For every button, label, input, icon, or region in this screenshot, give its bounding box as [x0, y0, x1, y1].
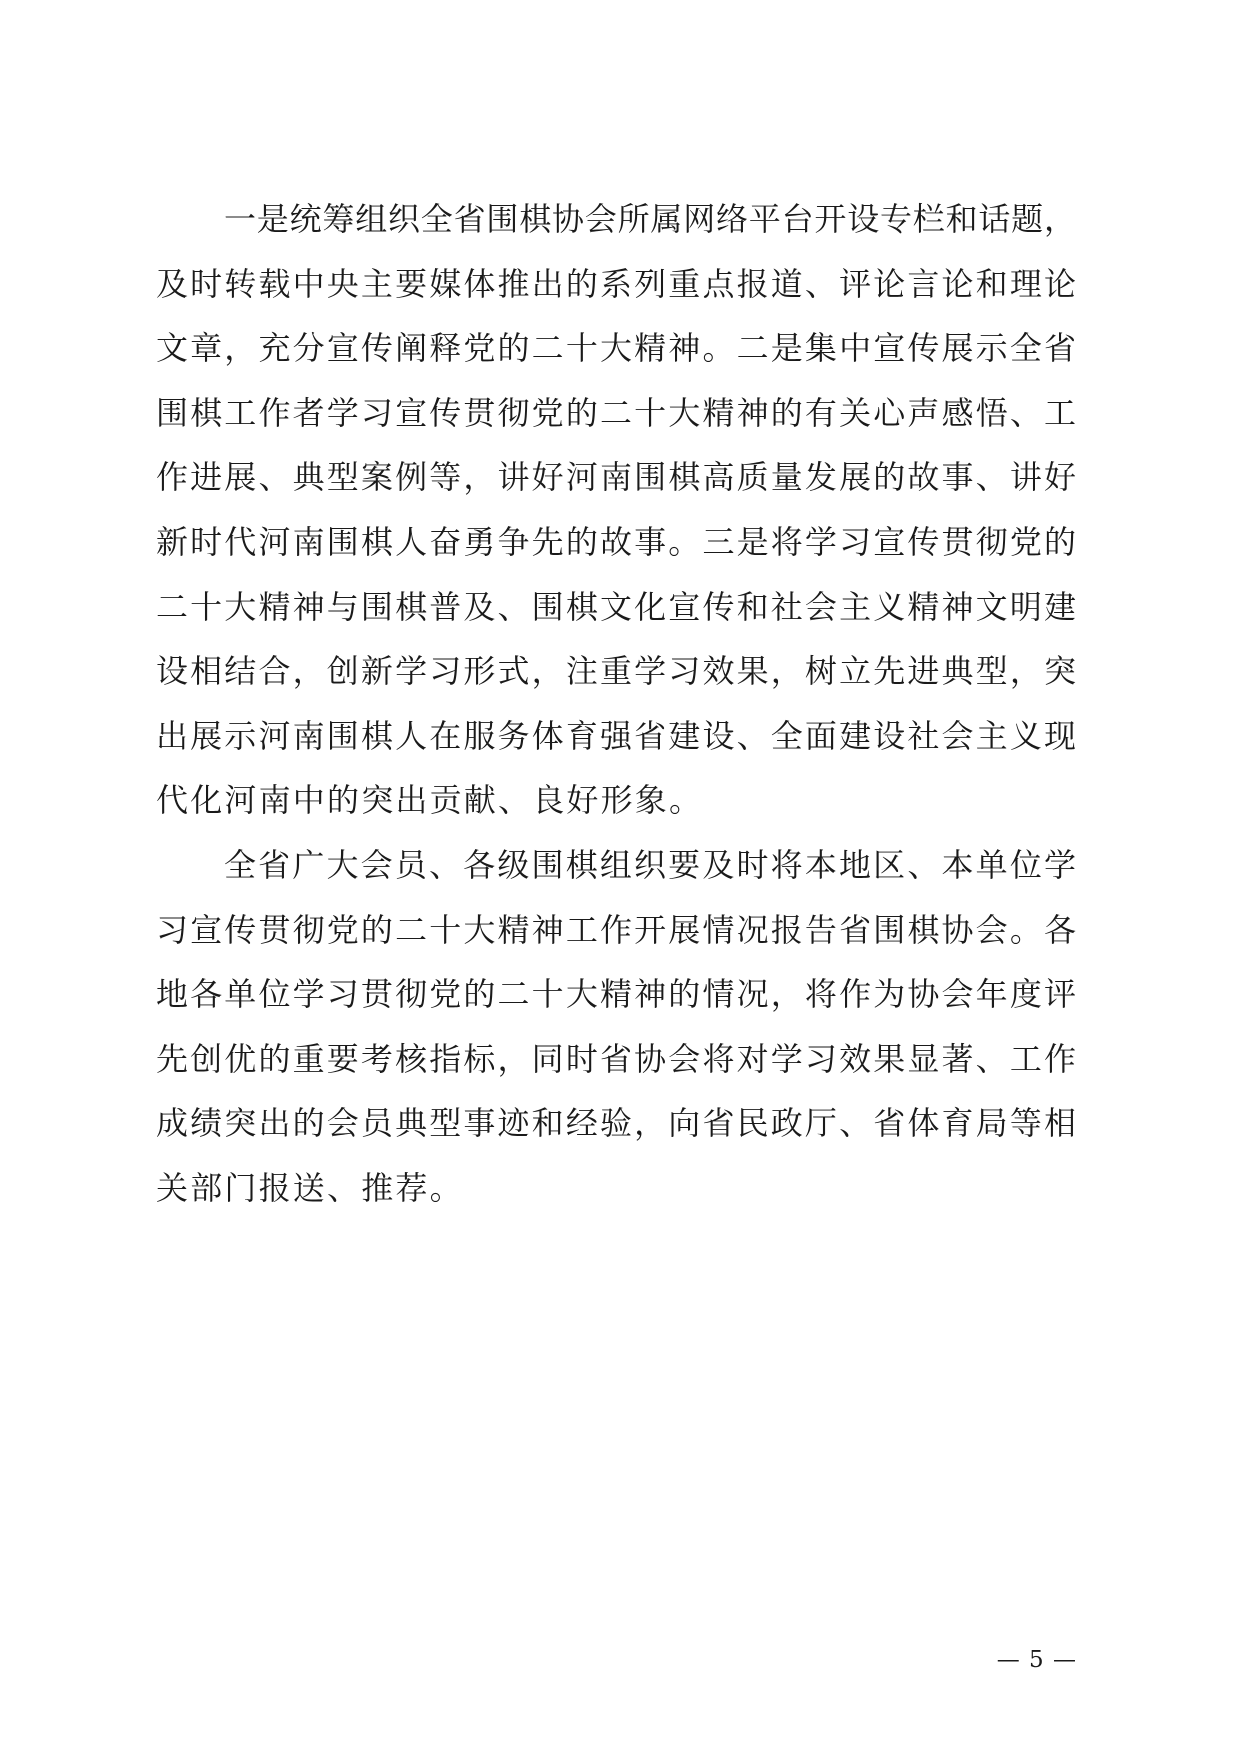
text-line: 一是统筹组织全省围棋协会所属网络平台开设专栏和话题，	[224, 200, 1076, 238]
document-body	[156, 187, 1076, 1221]
text-line: 全省广大会员、各级围棋组织要及时将本地区、本单位学	[224, 845, 1076, 884]
text-line: 新时代河南围棋人奋勇争先的故事。三是将学习宣传贯彻党的	[156, 522, 1076, 561]
text-line: 二十大精神与围棋普及、围棋文化宣传和社会主义精神文明建	[156, 587, 1076, 626]
text-line: 成绩突出的会员典型事迹和经验，向省民政厅、省体育局等相	[156, 1104, 1076, 1143]
text-line: 作进展、典型案例等，讲好河南围棋高质量发展的故事、讲好	[156, 458, 1076, 497]
paragraph-2	[156, 833, 1076, 1221]
page-number: — 5 —	[996, 1647, 1077, 1673]
text-line: 围棋工作者学习宣传贯彻党的二十大精神的有关心声感悟、工	[156, 393, 1076, 432]
text-line: 先创优的重要考核指标，同时省协会将对学习效果显著、工作	[156, 1039, 1076, 1078]
paragraph-1	[156, 187, 1076, 833]
text-line: 习宣传贯彻党的二十大精神工作开展情况报告省围棋协会。各	[156, 910, 1076, 949]
text-line: 地各单位学习贯彻党的二十大精神的情况，将作为协会年度评	[156, 975, 1076, 1014]
text-line: 关部门报送、推荐。	[156, 1168, 464, 1207]
text-line: 出展示河南围棋人在服务体育强省建设、全面建设社会主义现	[156, 716, 1076, 755]
text-line: 文章，充分宣传阐释党的二十大精神。二是集中宣传展示全省	[156, 329, 1076, 368]
text-line: 设相结合，创新学习形式，注重学习效果，树立先进典型，突	[156, 652, 1076, 691]
text-line: 代化河南中的突出贡献、良好形象。	[156, 781, 704, 820]
text-line: 及时转载中央主要媒体推出的系列重点报道、评论言论和理论	[156, 264, 1076, 303]
